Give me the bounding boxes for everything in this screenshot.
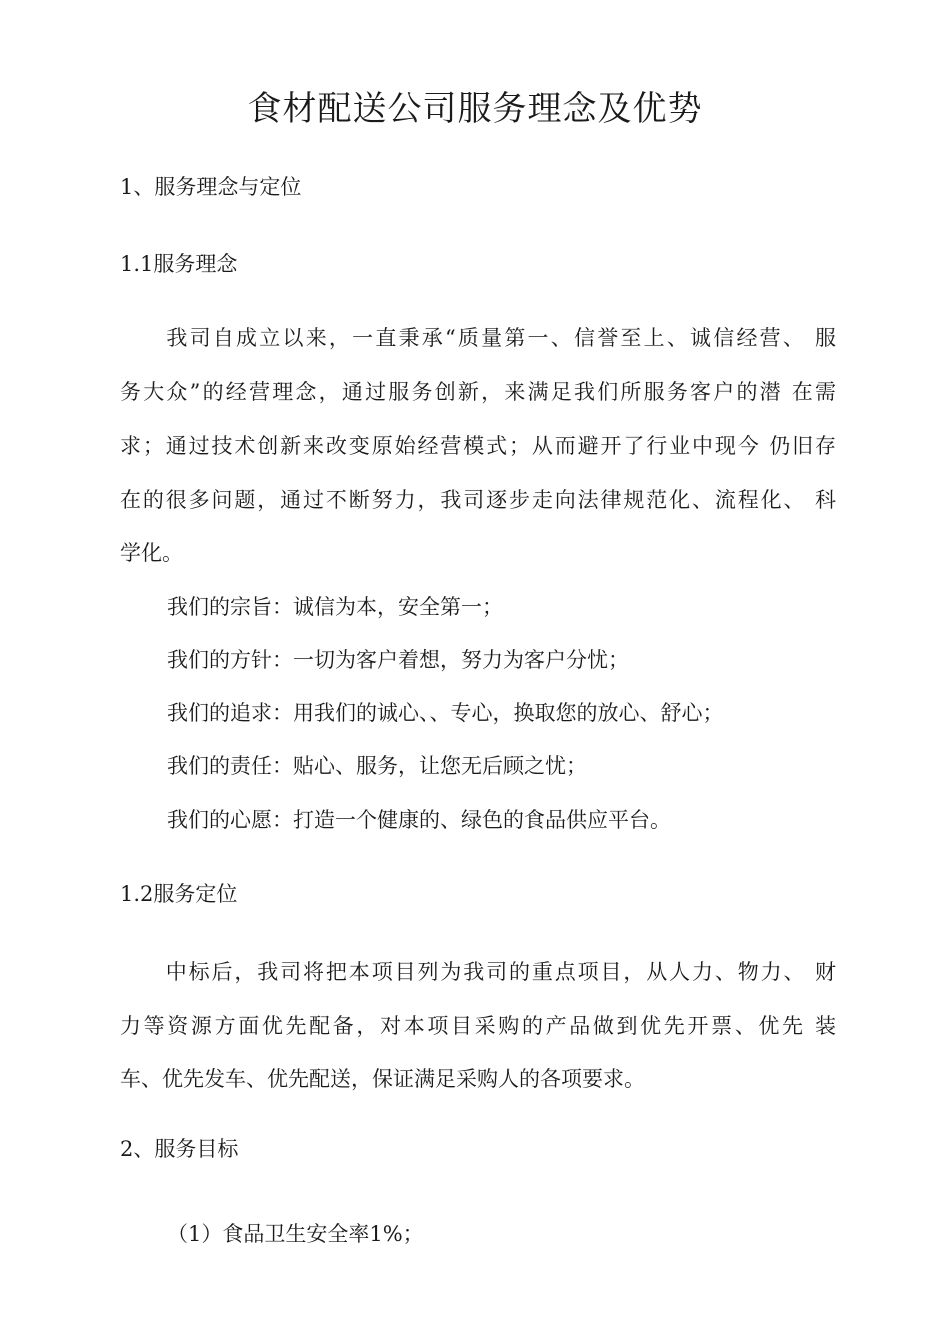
principle-line: 我们的方针：一切为客户着想，努力为客户分忧；: [167, 648, 629, 672]
subsection-heading-1-1: 1.1服务理念: [120, 252, 238, 276]
paragraph-line: 车、优先发车、优先配送，保证满足采购人的各项要求。: [120, 1067, 645, 1091]
principle-line: 我们的宗旨：诚信为本，安全第一；: [167, 595, 503, 619]
paragraph-line: 学化。: [120, 541, 183, 565]
section-heading-1: 1、服务理念与定位: [120, 175, 302, 199]
paragraph-line: 中标后，我司将把本项目列为我司的重点项目，从人力、物力、 财: [120, 960, 836, 984]
paragraph-line: 务大众”的经营理念，通过服务创新，来满足我们所服务客户的潜 在需: [120, 380, 836, 404]
principle-line: 我们的心愿：打造一个健康的、绿色的食品供应平台。: [167, 808, 671, 832]
principle-line: 我们的责任：贴心、服务，让您无后顾之忧；: [167, 754, 587, 778]
goal-item: （1）食品卫生安全率1%；: [167, 1222, 424, 1246]
document-title: 食材配送公司服务理念及优势: [247, 89, 703, 129]
paragraph-line: 我司自成立以来，一直秉承“质量第一、信誉至上、诚信经营、 服: [120, 326, 836, 350]
principle-line: 我们的追求：用我们的诚心、、专心，换取您的放心、舒心；: [167, 701, 724, 725]
section-heading-2: 2、服务目标: [120, 1137, 239, 1161]
paragraph-line: 求；通过技术创新来改变原始经营模式；从而避开了行业中现今 仍旧存: [120, 434, 836, 458]
paragraph-line: 力等资源方面优先配备，对本项目采购的产品做到优先开票、优先 装: [120, 1014, 836, 1038]
subsection-heading-1-2: 1.2服务定位: [120, 882, 238, 906]
paragraph-line: 在的很多问题，通过不断努力，我司逐步走向法律规范化、流程化、 科: [120, 488, 836, 512]
